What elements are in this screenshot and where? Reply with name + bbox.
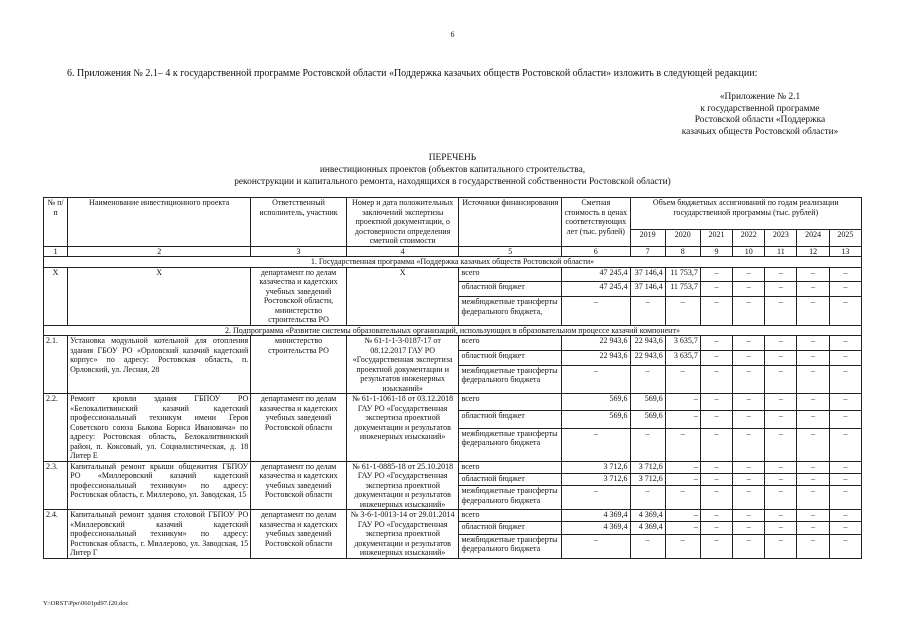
funding-source: областной бюджет [459, 350, 562, 365]
amount-2022: – [733, 350, 765, 365]
header-year: 2022 [733, 229, 765, 246]
estimated-cost: 3 712,6 [562, 461, 630, 473]
header-expertise: Номер и дата положительных заключений экспертизы проектной документации, о достоверности определения сметной стоимости [346, 198, 459, 247]
amount-2020: – [665, 297, 700, 325]
amount-2023: – [765, 282, 797, 297]
amount-2025: – [829, 522, 861, 534]
column-number: 3 [251, 246, 347, 257]
amount-2022: – [733, 473, 765, 485]
amount-2025: – [829, 486, 861, 510]
amount-2023: – [765, 510, 797, 522]
amount-2020: – [665, 510, 700, 522]
amount-2024: – [797, 297, 829, 325]
annex-line: казачьих обществ Ростовской области» [681, 126, 839, 137]
amount-2025: – [829, 394, 861, 411]
amount-2023: – [765, 297, 797, 325]
estimated-cost: 4 369,4 [562, 522, 630, 534]
column-number: 1 [44, 246, 68, 257]
amount-2024: – [797, 365, 829, 393]
amount-2019: – [630, 534, 665, 558]
expertise-info: Х [346, 267, 459, 325]
column-number: 10 [733, 246, 765, 257]
amount-2023: – [765, 428, 797, 461]
amount-2023: – [765, 365, 797, 393]
projects-table [43, 197, 862, 559]
amount-2020: 11 753,7 [665, 267, 700, 282]
header-year: 2021 [700, 229, 732, 246]
column-number: 8 [665, 246, 700, 257]
responsible-executor: департамент по делам казачества и кадетских учебных заведений Ростовской области [251, 461, 347, 510]
amount-2021: – [700, 534, 732, 558]
amount-2023: – [765, 411, 797, 428]
amount-2020: 3 635,7 [665, 336, 700, 351]
funding-source: областной бюджет [459, 411, 562, 428]
header-responsible: Ответственный исполнитель, участник [251, 198, 347, 247]
project-name: Ремонт кровли здания ГБПОУ РО «Белокалитвинский казачий кадетский профессиональный техникум имени Героя Советского союза Быкова Бориса Ивановича» по адресу: Ростовская область, Белокалитвинский район, п. Коксовый, ул. Социалистическая, д. 18 Литер Е [68, 394, 251, 462]
estimated-cost: – [562, 486, 630, 510]
column-number: 12 [797, 246, 829, 257]
amount-2019: 22 943,6 [630, 350, 665, 365]
responsible-executor: департамент по делам казачества и кадетских учебных заведений Ростовской области [251, 510, 347, 559]
amount-2019: 4 369,4 [630, 510, 665, 522]
section-title: 1. Государственная программа «Поддержка казачьих обществ Ростовской области» [44, 257, 862, 268]
funding-source: всего [459, 461, 562, 473]
amount-2022: – [733, 510, 765, 522]
amount-2019: 22 943,6 [630, 336, 665, 351]
amount-2022: – [733, 534, 765, 558]
project-name: Капитальный ремонт крыши общежития ГБПОУ РО «Миллеровский казачий кадетский профессиональный техникум» по адресу: Ростовская область, г. Миллерово, ул. Заводская, 15 [68, 461, 251, 510]
estimated-cost: 569,6 [562, 394, 630, 411]
header-cost: Сметная стоимость в ценах соответствующих лет (тыс. рублей) [562, 198, 630, 247]
column-number: 2 [68, 246, 251, 257]
amount-2020: 3 635,7 [665, 350, 700, 365]
project-name: Установка модульной котельной для отопления здания ГБОУ РО «Орловский казачий кадетский корпус» по адресу: Ростовская область, п. Орловский, ул. Лесная, 28 [68, 336, 251, 394]
column-number: 11 [765, 246, 797, 257]
amount-2024: – [797, 461, 829, 473]
funding-source: межбюджетные трансферты федерального бюджета, [459, 297, 562, 325]
amount-2023: – [765, 461, 797, 473]
title-line: реконструкции и капитального ремонта, находящихся в государственной собственности Ростовской области) [234, 177, 671, 187]
column-number: 5 [459, 246, 562, 257]
title-line: ПЕРЕЧЕНЬ [428, 153, 477, 163]
amount-2023: – [765, 534, 797, 558]
amount-2021: – [700, 461, 732, 473]
expertise-info: № 3-6-1-0013-14 от 29.01.2014 ГАУ РО «Государственная экспертиза проектной документации и результатов инженерных изысканий» [346, 510, 459, 559]
amount-2020: – [665, 522, 700, 534]
expertise-info: № 61-1-1061-18 от 03.12.2018 ГАУ РО «Государственная экспертиза проектной документации и результатов инженерных изысканий» [346, 394, 459, 462]
header-sources: Источники финансирования [459, 198, 562, 247]
amount-2023: – [765, 394, 797, 411]
page-number: 6 [450, 30, 455, 39]
funding-source: всего [459, 267, 562, 282]
amount-2024: – [797, 336, 829, 351]
annex-line: «Приложение № 2.1 [719, 92, 801, 102]
header-row [44, 198, 862, 230]
amount-2025: – [829, 461, 861, 473]
amount-2025: – [829, 473, 861, 485]
amount-2022: – [733, 297, 765, 325]
amount-2019: 569,6 [630, 394, 665, 411]
amount-2020: – [665, 461, 700, 473]
table-row [44, 461, 862, 473]
responsible-executor: департамент по делам казачества и кадетских учебных заведений Ростовской области, министерство строительства РО [251, 267, 347, 325]
amount-2022: – [733, 522, 765, 534]
amount-2021: – [700, 297, 732, 325]
table-row [44, 336, 862, 351]
file-path-footer: Y:\ORST\Ppo\0601pd97.f20.doc [43, 600, 129, 607]
header-year: 2019 [630, 229, 665, 246]
funding-source: областной бюджет [459, 473, 562, 485]
estimated-cost: 3 712,6 [562, 473, 630, 485]
amount-2020: – [665, 486, 700, 510]
amount-2025: – [829, 428, 861, 461]
funding-source: межбюджетные трансферты федерального бюджета [459, 486, 562, 510]
amount-2024: – [797, 486, 829, 510]
amount-2019: – [630, 486, 665, 510]
amount-2020: – [665, 394, 700, 411]
funding-source: межбюджетные трансферты федерального бюджета [459, 534, 562, 558]
amount-2019: 37 146,4 [630, 282, 665, 297]
amount-2024: – [797, 394, 829, 411]
project-name: Х [68, 267, 251, 325]
header-year: 2024 [797, 229, 829, 246]
section-row [44, 325, 862, 336]
document-title [0, 152, 905, 188]
amount-2025: – [829, 267, 861, 282]
amount-2021: – [700, 282, 732, 297]
funding-source: межбюджетные трансферты федерального бюджета [459, 428, 562, 461]
amount-2021: – [700, 522, 732, 534]
annex-header [665, 92, 855, 138]
responsible-executor: департамент по делам казачества и кадетских учебных заведений Ростовской области [251, 394, 347, 462]
header-year: 2023 [765, 229, 797, 246]
amount-2019: – [630, 428, 665, 461]
amount-2022: – [733, 282, 765, 297]
amount-2021: – [700, 486, 732, 510]
amount-2020: 11 753,7 [665, 282, 700, 297]
amount-2020: – [665, 534, 700, 558]
estimated-cost: – [562, 365, 630, 393]
amount-2020: – [665, 428, 700, 461]
funding-source: всего [459, 394, 562, 411]
row-number: 2.4. [44, 510, 68, 559]
funding-source: областной бюджет [459, 282, 562, 297]
amount-2019: 3 712,6 [630, 473, 665, 485]
amount-2024: – [797, 522, 829, 534]
amount-2021: – [700, 394, 732, 411]
amount-2019: 3 712,6 [630, 461, 665, 473]
column-number: 7 [630, 246, 665, 257]
amount-2022: – [733, 394, 765, 411]
amount-2025: – [829, 510, 861, 522]
amount-2021: – [700, 350, 732, 365]
amount-2019: 4 369,4 [630, 522, 665, 534]
header-num: № п/п [44, 198, 68, 247]
amount-2024: – [797, 267, 829, 282]
annex-line: Ростовской области «Поддержка [694, 115, 826, 125]
amount-2025: – [829, 282, 861, 297]
table-row [44, 510, 862, 522]
amount-2025: – [829, 350, 861, 365]
program-rows [44, 267, 862, 325]
project-name: Капитальный ремонт здания столовой ГБПОУ РО «Миллеровский казачий кадетский профессиональный техникум» по адресу: Ростовская область, г. Миллерово, ул. Заводская, 15 Литер Г [68, 510, 251, 559]
estimated-cost: – [562, 297, 630, 325]
amount-2021: – [700, 365, 732, 393]
column-number: 6 [562, 246, 630, 257]
expertise-info: № 61-1-1-3-0187-17 от 08.12.2017 ГАУ РО «Государственная экспертиза проектной документации и результатов инженерных изысканий» [346, 336, 459, 394]
row-number: 2.3. [44, 461, 68, 510]
row-number: 2.1. [44, 336, 68, 394]
amount-2021: – [700, 267, 732, 282]
header-year: 2025 [829, 229, 861, 246]
amount-2022: – [733, 428, 765, 461]
amount-2023: – [765, 350, 797, 365]
amount-2025: – [829, 411, 861, 428]
header-year: 2020 [665, 229, 700, 246]
column-number: 13 [829, 246, 861, 257]
amount-2024: – [797, 534, 829, 558]
estimated-cost: – [562, 534, 630, 558]
header-name: Наименование инвестиционного проекта [68, 198, 251, 247]
amount-2023: – [765, 473, 797, 485]
amount-2019: – [630, 297, 665, 325]
title-line: инвестиционных проектов (объектов капитального строительства, [319, 165, 586, 175]
amount-2023: – [765, 267, 797, 282]
estimated-cost: 22 943,6 [562, 350, 630, 365]
project-rows [44, 336, 862, 559]
amount-2019: 37 146,4 [630, 267, 665, 282]
amount-2020: – [665, 473, 700, 485]
estimated-cost: 47 245,4 [562, 267, 630, 282]
amount-2024: – [797, 510, 829, 522]
amount-2024: – [797, 428, 829, 461]
amount-2020: – [665, 365, 700, 393]
amount-2024: – [797, 411, 829, 428]
funding-source: межбюджетные трансферты федерального бюджета [459, 365, 562, 393]
amount-2025: – [829, 365, 861, 393]
amount-2020: – [665, 411, 700, 428]
section-row [44, 257, 862, 268]
amount-2022: – [733, 267, 765, 282]
header-volume: Объем бюджетных ассигнований по годам реализации государственной программы (тыс. рублей) [630, 198, 862, 230]
estimated-cost: 4 369,4 [562, 510, 630, 522]
amount-2025: – [829, 534, 861, 558]
estimated-cost: 569,6 [562, 411, 630, 428]
amount-2022: – [733, 336, 765, 351]
estimated-cost: 47 245,4 [562, 282, 630, 297]
amount-2022: – [733, 411, 765, 428]
amount-2023: – [765, 336, 797, 351]
amount-2025: – [829, 336, 861, 351]
amount-2021: – [700, 428, 732, 461]
amount-2022: – [733, 461, 765, 473]
row-number: 2.2. [44, 394, 68, 462]
amount-2024: – [797, 473, 829, 485]
amount-2022: – [733, 365, 765, 393]
amount-2023: – [765, 522, 797, 534]
row-number: Х [44, 267, 68, 325]
amount-2024: – [797, 282, 829, 297]
column-number-row [44, 246, 862, 257]
amount-2021: – [700, 336, 732, 351]
estimated-cost: – [562, 428, 630, 461]
amount-2021: – [700, 510, 732, 522]
expertise-info: № 61-1-0885-18 от 25.10.2018 ГАУ РО «Государственная экспертиза проектной документации и результатов инженерных изысканий» [346, 461, 459, 510]
funding-source: всего [459, 336, 562, 351]
responsible-executor: министерство строительства РО [251, 336, 347, 394]
intro-paragraph: 6. Приложения № 2.1– 4 к государственной программе Ростовской области «Поддержка казачьих обществ Ростовской области» изложить в следующей редакции: [67, 68, 758, 79]
amount-2022: – [733, 486, 765, 510]
table-row [44, 267, 862, 282]
funding-source: всего [459, 510, 562, 522]
column-number: 4 [346, 246, 459, 257]
amount-2021: – [700, 411, 732, 428]
amount-2019: – [630, 365, 665, 393]
section-title: 2. Подпрограмма «Развитие системы образовательных организаций, использующих в образовательном процессе казачий компонент» [44, 325, 862, 336]
amount-2019: 569,6 [630, 411, 665, 428]
amount-2024: – [797, 350, 829, 365]
annex-line: к государственной программе [700, 103, 820, 114]
table-row [44, 394, 862, 411]
amount-2021: – [700, 473, 732, 485]
amount-2023: – [765, 486, 797, 510]
funding-source: областной бюджет [459, 522, 562, 534]
amount-2025: – [829, 297, 861, 325]
column-number: 9 [700, 246, 732, 257]
estimated-cost: 22 943,6 [562, 336, 630, 351]
